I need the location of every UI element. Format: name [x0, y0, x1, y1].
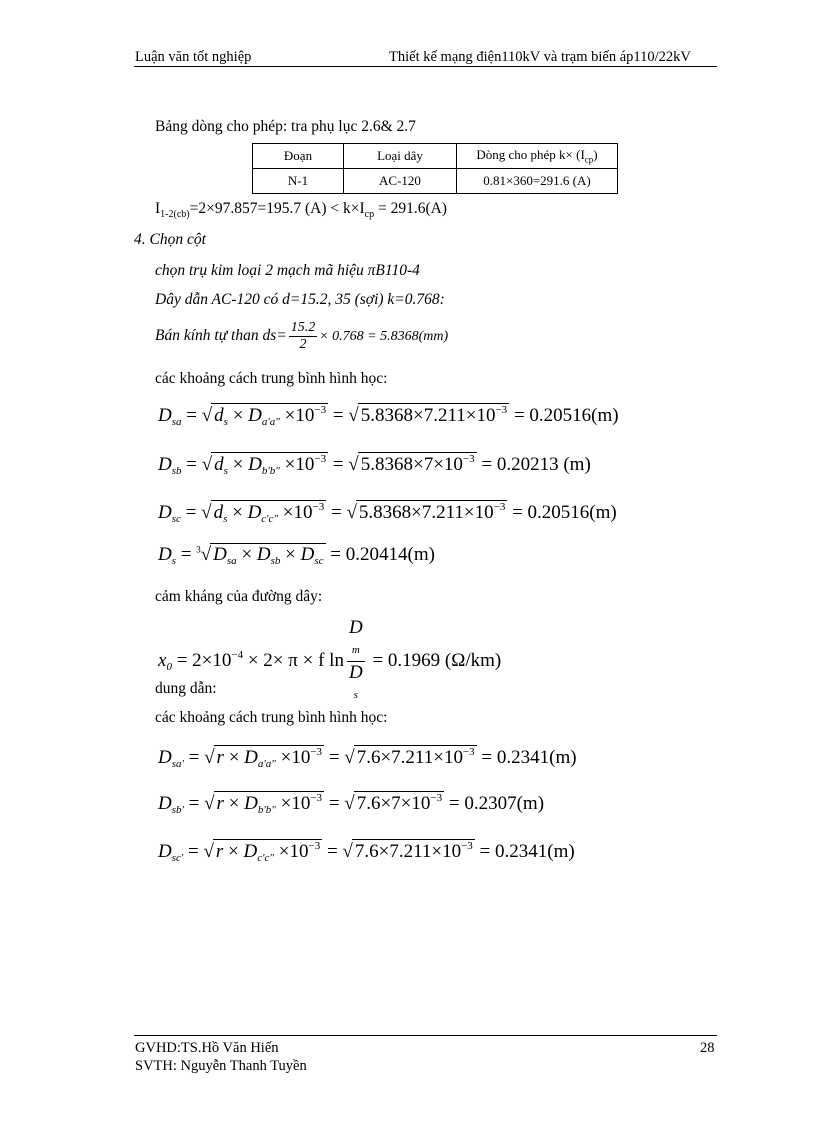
conductance-label: dung dẫn: [155, 680, 217, 697]
result-sa: = 0.20516(m) [513, 405, 619, 426]
radical-1 [211, 500, 327, 525]
x0-den [347, 662, 365, 706]
radius-rest: × 0.768 = 5.8368(mm) [319, 329, 449, 345]
radical-2 [356, 500, 507, 524]
table-row [253, 169, 618, 194]
page-number: 28 [700, 1040, 715, 1056]
radical-1 [211, 403, 328, 428]
value-sa: 5.8368×7.211×10 [360, 405, 496, 426]
sub-sb2: sb' [171, 804, 184, 816]
result-sb: = 0.20213 (m) [481, 454, 591, 475]
sub-sa: sa [226, 555, 237, 567]
cell-wire: AC-120 [344, 169, 457, 194]
current-sub: 1-2(cb) [160, 209, 190, 221]
current-text: =2×97.857=195.7 (A) < k×I [189, 200, 365, 217]
current-symbol: I [155, 200, 161, 217]
ten: 10 [295, 405, 315, 426]
root-index: 3 [196, 544, 201, 555]
eq-sign: = [326, 841, 338, 862]
radical-1 [214, 791, 325, 816]
radius-den: 2 [299, 337, 307, 352]
sub-0: 0 [166, 660, 172, 673]
value-sb2: 7.6×7×10 [356, 793, 431, 814]
sub-sa2: sa' [171, 758, 184, 770]
ten: 10 [295, 454, 315, 475]
times: × [228, 747, 240, 768]
eq-sign: = [186, 405, 197, 426]
sub-sc: sc [314, 555, 324, 567]
sym-D: D [243, 841, 258, 862]
eq-dsb: $D_{sb}$ = √ $d_s \times D_{b'b"} \times 10^{-3}$ = √ $5.8368\times 7\times 10^{-3} = 0.20213$ (m) [158, 453, 591, 477]
sub-aa: a'a" [257, 758, 276, 770]
x0-expr: = 2×10 [176, 649, 232, 671]
col-header-segment: Đoạn [253, 144, 344, 169]
sym-d: d [214, 454, 224, 475]
times: × [280, 747, 292, 768]
times: × [232, 502, 243, 523]
times: × [232, 454, 244, 475]
ten: 10 [293, 502, 313, 523]
value-sc: 5.8368×7.211×10 [358, 502, 494, 523]
x0-expr2: × 2× π × f ln [247, 649, 344, 671]
radius-label: Bán kính tự than ds= [155, 327, 287, 345]
x0-fraction [347, 617, 365, 706]
allowed-I: (I [576, 147, 585, 163]
times: × [241, 544, 253, 565]
result-ds: = 0.20414(m) [330, 544, 435, 565]
times: × [282, 502, 294, 523]
eq-dsb2: $D_{sb'}$ = √ $r \times D_{b'b"} \times 10^{-3}$ = √ $7.6\times 7\times 10^{-3} = 0.2307(m)$ [158, 792, 545, 816]
times: × [285, 544, 296, 565]
sym-D: D [248, 454, 262, 475]
times: × [278, 841, 290, 862]
pow: −3 [462, 453, 475, 465]
pow: −3 [495, 404, 508, 416]
pow: −3 [308, 840, 321, 852]
allowed-cp: cp [584, 154, 594, 165]
sub-aa: a'a" [261, 416, 280, 428]
sub-sb: sb [270, 555, 281, 567]
gmd-label: các khoảng cách trung bình hình học: [155, 370, 388, 387]
sym-D: D [158, 502, 172, 523]
eq-sign: = [188, 793, 200, 814]
x0-pow: −4 [231, 648, 244, 661]
radius-fraction [289, 320, 318, 353]
sym-D: D [158, 793, 172, 814]
pow: −3 [462, 746, 475, 758]
sub-s: s [353, 689, 358, 701]
radical-2 [358, 403, 509, 427]
times: × [232, 405, 244, 426]
sym-D: D [158, 454, 172, 475]
cell-allowed: 0.81×360=291.6 (A) [457, 169, 618, 194]
radical-2 [354, 791, 444, 815]
eq-sign: = [332, 454, 344, 475]
sub-s: s [223, 465, 228, 477]
eq-ds: $D_s = ^3√$ $D_{sa} \times D_{sb} \times D_{sc} = 0.20414(m)$ [158, 544, 435, 567]
sub-cc: c'c" [261, 513, 279, 525]
eq-dsa: $D_{sa}$ = √ $d_s \times D_{a'a"} \times 10^{-3}$ = √ $5.8368\times 7.211\times 10^{-3} = 0.20516(m)$ [158, 404, 619, 428]
radical-cube [210, 543, 325, 567]
current-check [155, 200, 447, 220]
sym-D: D [300, 544, 315, 565]
sym-r: r [215, 841, 224, 862]
footer-divider [134, 1035, 717, 1036]
times: × [284, 454, 296, 475]
pow: −3 [310, 792, 323, 804]
header-left: Luận văn tốt nghiệp [135, 49, 252, 65]
footer-advisor: GVHD:TS.Hồ Văn Hiến [135, 1040, 279, 1056]
pow: −3 [493, 501, 506, 513]
tower-line: chọn trụ kim loại 2 mạch mã hiệu πB110-4 [155, 262, 420, 279]
radius-line [155, 320, 448, 353]
value-sb: 5.8368×7×10 [360, 454, 463, 475]
sym-D: D [348, 617, 363, 638]
eq-sign: = [328, 747, 340, 768]
sub-sa: sa [171, 416, 182, 428]
col-header-allowed [457, 144, 618, 169]
intro-text: Bảng dòng cho phép: tra phụ lục 2.6& 2.7 [155, 118, 416, 135]
sub-sc: sc [171, 513, 181, 525]
sym-d: d [213, 502, 224, 523]
section-title: 4. Chọn cột [134, 231, 206, 248]
times: × [280, 793, 292, 814]
result-x0: = 0.1969 (Ω/km) [372, 649, 502, 671]
header-divider [134, 66, 717, 67]
pow: −3 [314, 453, 327, 465]
value-sc2: 7.6×7.211×10 [354, 841, 462, 862]
sym-D: D [256, 544, 271, 565]
sub-s: s [171, 555, 177, 567]
conductor-line: Dây dẫn AC-120 có d=15.2, 35 (sợi) k=0.768: [155, 291, 445, 308]
sym-D: D [158, 747, 172, 768]
result-sc: = 0.20516(m) [512, 502, 617, 523]
radius-num: 15.2 [290, 320, 316, 335]
eq-sign: = [185, 502, 197, 523]
result-sc2: = 0.2341(m) [479, 841, 575, 862]
times: × [284, 405, 296, 426]
value-sa2: 7.6×7.211×10 [356, 747, 463, 768]
sym-D: D [244, 793, 258, 814]
eq-dsc: $D_{sc}$ = √ $d_s \times D_{c'c"} \times 10^{-3}$ = √ $5.8368\times 7.211\times 10^{-3} = 0.20516(m)$ [158, 501, 617, 525]
current-sub2: cp [364, 209, 375, 221]
table-header-row [253, 144, 618, 169]
eq-sign: = [180, 544, 192, 565]
radical-1 [214, 745, 325, 770]
sym-D: D [247, 502, 262, 523]
radical-1 [213, 839, 322, 864]
sub-cc: c'c" [257, 852, 275, 864]
eq-sign: = [332, 405, 344, 426]
current-table [252, 143, 618, 194]
ten: 10 [289, 841, 309, 862]
sub-s: s [223, 416, 228, 428]
allowed-label: Dòng cho phép k× [476, 147, 573, 163]
sym-D: D [158, 841, 172, 862]
sym-x: x [158, 649, 167, 671]
sym-D: D [158, 405, 172, 426]
current-text2: = 291.6(A) [374, 200, 447, 217]
radical-2 [354, 745, 477, 769]
eq-dsa2: $D_{sa'}$ = √ $r \times D_{a'a"} \times 10^{-3}$ = √ $7.6\times 7.211\times 10^{-3} = 0.2341(m)$ [158, 746, 577, 770]
sym-r: r [216, 793, 224, 814]
footer-student: SVTH: Nguyễn Thanh Tuyền [135, 1058, 307, 1074]
result-sa2: = 0.2341(m) [481, 747, 577, 768]
pow: −3 [312, 501, 325, 513]
sym-D: D [213, 544, 227, 565]
sym-D: D [348, 662, 363, 683]
allowed-close: ) [593, 147, 598, 163]
sub-bb: b'b" [257, 804, 276, 816]
header-right: Thiết kế mạng điện110kV và trạm biến áp110/22kV [389, 49, 691, 65]
eq-sign: = [188, 747, 200, 768]
col-header-wire: Loại dây [344, 144, 457, 169]
radical-2 [352, 839, 475, 863]
eq-sign: = [330, 502, 342, 523]
sym-r: r [216, 747, 224, 768]
sub-bb: b'b" [261, 465, 280, 477]
result-sb2: = 0.2307(m) [448, 793, 545, 814]
times: × [228, 793, 240, 814]
ten: 10 [291, 793, 311, 814]
x0-num [347, 617, 365, 662]
reactance-label: cảm kháng của đường dây: [155, 588, 323, 605]
times: × [228, 841, 239, 862]
sym-D: D [244, 747, 258, 768]
gmd-label-2: các khoảng cách trung bình hình học: [155, 709, 388, 726]
pow: −3 [310, 746, 323, 758]
radical-1 [211, 452, 328, 477]
sym-d: d [214, 405, 224, 426]
cell-segment: N-1 [253, 169, 344, 194]
pow: −3 [430, 792, 443, 804]
ten: 10 [291, 747, 311, 768]
sub-m: m [351, 644, 360, 656]
pow: −3 [461, 840, 473, 852]
radical-2 [358, 452, 477, 476]
eq-sign: = [328, 793, 340, 814]
eq-dsc2: $D_{sc'}$ = √ $r \times D_{c'c"} \times 10^{-3}$ = √ $7.6\times 7.211\times 10^{-3} = 0.2341(m)$ [158, 840, 575, 864]
eq-sign: = [186, 454, 197, 475]
sub-sb: sb [171, 465, 182, 477]
sym-D: D [158, 544, 172, 565]
sub-sc2: sc' [171, 852, 184, 864]
pow: −3 [314, 404, 327, 416]
sub-s: s [223, 513, 228, 525]
sym-D: D [248, 405, 262, 426]
eq-sign: = [188, 841, 199, 862]
